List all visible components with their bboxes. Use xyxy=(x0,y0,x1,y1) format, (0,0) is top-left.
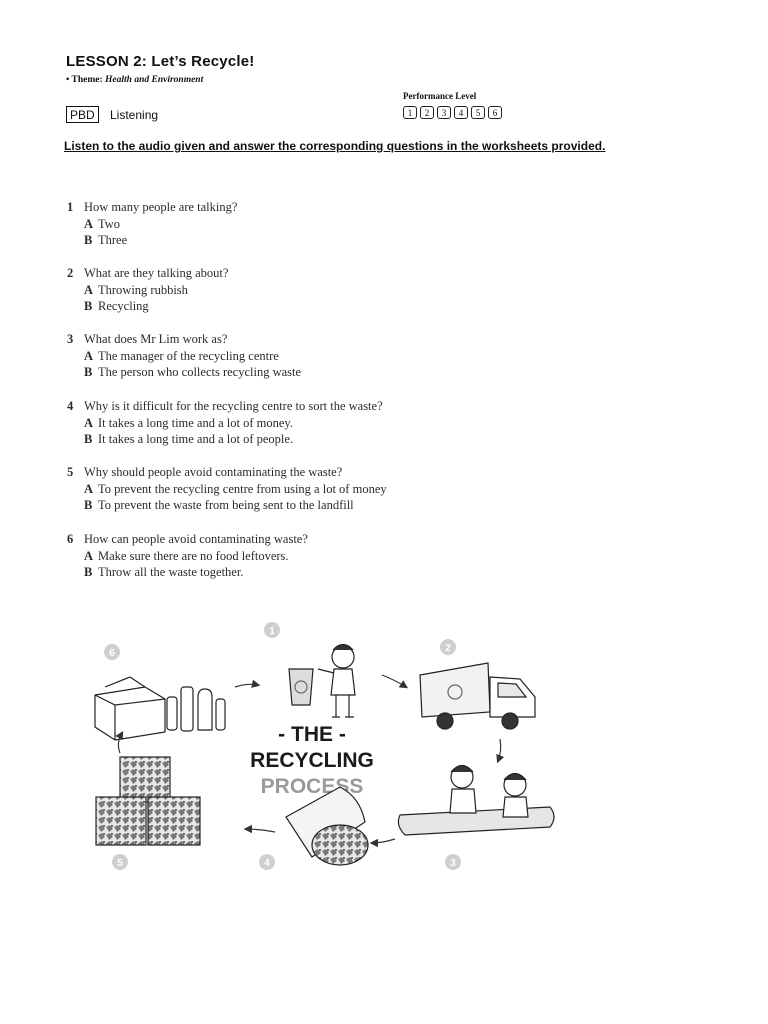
option-b: It takes a long time and a lot of people. xyxy=(98,432,294,446)
arrow-icon xyxy=(382,675,406,687)
arrow-icon xyxy=(246,829,275,832)
box-and-bottles-icon xyxy=(95,677,225,740)
question-2 xyxy=(67,265,228,315)
question-text: What are they talking about? xyxy=(84,266,229,280)
diagram-title-line2: RECYCLING xyxy=(250,749,374,772)
option-label: A xyxy=(84,548,94,563)
question-text: How can people avoid contaminating waste? xyxy=(84,532,308,546)
step-number: 3 xyxy=(450,858,456,869)
diagram-title-line3: PROCESS xyxy=(260,775,364,798)
instruction-text: Listen to the audio given and answer the corresponding questions in the worksheets provided. xyxy=(64,139,606,153)
question-number: 6 xyxy=(67,532,74,546)
theme-line xyxy=(66,75,203,85)
step-number: 5 xyxy=(117,858,123,869)
step-number: 4 xyxy=(264,858,270,869)
question-number: 1 xyxy=(67,200,74,214)
question-4 xyxy=(67,398,383,448)
lesson-title: LESSON 2: Let’s Recycle! xyxy=(66,53,255,70)
option-label: A xyxy=(84,282,94,297)
option-a: Two xyxy=(98,216,121,231)
theme-prefix: • Theme: xyxy=(66,75,103,85)
arrow-icon xyxy=(372,839,395,843)
performance-level-label: Performance Level xyxy=(403,91,477,101)
level-box: 3 xyxy=(437,106,451,119)
option-label: A xyxy=(84,216,94,231)
option-label: B xyxy=(84,432,93,446)
option-label: B xyxy=(84,365,93,379)
question-number: 4 xyxy=(67,399,74,413)
question-text: What does Mr Lim work as? xyxy=(84,332,228,346)
question-text: Why is it difficult for the recycling centre to sort the waste? xyxy=(84,399,383,413)
pbd-badge: PBD xyxy=(66,106,99,123)
question-6 xyxy=(67,531,308,581)
option-label: B xyxy=(84,233,93,247)
level-box: 5 xyxy=(471,106,485,119)
arrow-icon xyxy=(498,739,501,761)
option-label: A xyxy=(84,481,94,496)
question-number: 5 xyxy=(67,465,74,479)
option-a: Make sure there are no food leftovers. xyxy=(98,548,289,563)
question-3 xyxy=(67,331,301,381)
step-number: 2 xyxy=(445,643,451,654)
compressed-bales-icon xyxy=(96,757,200,845)
recycling-truck-icon xyxy=(420,663,535,729)
option-label: A xyxy=(84,415,94,430)
option-b: Three xyxy=(98,233,128,247)
arrow-icon xyxy=(235,684,258,687)
question-number: 2 xyxy=(67,266,74,280)
step-5-badge xyxy=(112,854,128,870)
performance-levels xyxy=(403,106,502,119)
option-label: B xyxy=(84,498,93,512)
option-b: Recycling xyxy=(98,299,149,313)
step-number: 6 xyxy=(109,648,115,659)
person-recycling-icon xyxy=(289,645,355,718)
option-b: To prevent the waste from being sent to the landfill xyxy=(98,498,354,512)
step-3-badge xyxy=(445,854,461,870)
step-2-badge xyxy=(440,639,456,655)
question-text: How many people are talking? xyxy=(84,200,238,214)
question-number: 3 xyxy=(67,332,74,346)
step-1-badge xyxy=(264,622,280,638)
waste-cylinder-icon xyxy=(286,787,368,865)
option-b: The person who collects recycling waste xyxy=(98,365,302,379)
step-6-badge xyxy=(104,644,120,660)
diagram-title-line1: - THE - xyxy=(278,723,346,746)
level-box: 4 xyxy=(454,106,468,119)
option-label: B xyxy=(84,299,93,313)
theme-value: Health and Environment xyxy=(105,75,204,85)
level-box: 1 xyxy=(403,106,417,119)
option-a: To prevent the recycling centre from using a lot of money xyxy=(98,481,387,496)
option-a: Throwing rubbish xyxy=(98,282,188,297)
option-a: It takes a long time and a lot of money. xyxy=(98,415,293,430)
step-4-badge xyxy=(259,854,275,870)
question-text: Why should people avoid contaminating the waste? xyxy=(84,465,343,479)
option-a: The manager of the recycling centre xyxy=(98,348,279,363)
skill-label: Listening xyxy=(110,108,159,122)
step-number: 1 xyxy=(269,626,275,637)
question-1 xyxy=(67,199,237,249)
children-sorting-icon xyxy=(398,766,554,836)
level-box: 2 xyxy=(420,106,434,119)
recycling-process-diagram xyxy=(90,617,570,887)
option-label: A xyxy=(84,348,94,363)
option-label: B xyxy=(84,565,93,579)
level-box: 6 xyxy=(488,106,502,119)
option-b: Throw all the waste together. xyxy=(98,565,244,579)
question-5 xyxy=(67,464,387,514)
